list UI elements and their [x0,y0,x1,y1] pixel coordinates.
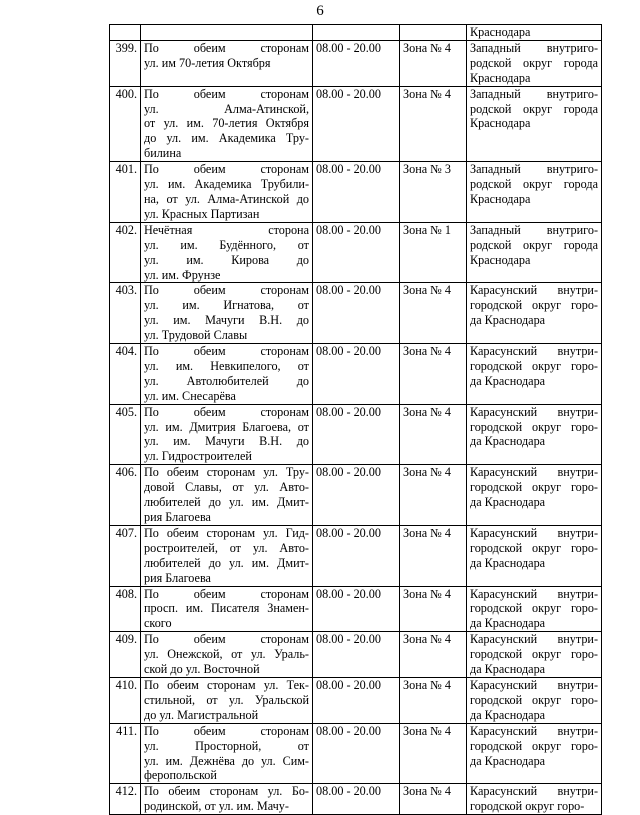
street-line: рия Благоева [144,570,211,585]
street-line: родинской, от ул. им. Мачу- [144,799,289,814]
cell-street [141,465,313,526]
table-row [110,344,602,405]
district-line: Карасунский внутри- [470,404,598,419]
street-line: По обеим сторонам ул. Гид- [144,525,309,540]
cell-time: 08.00 - 20.00 [313,222,400,283]
cell-time: 08.00 - 20.00 [313,40,400,86]
street-line: По обеим сторонам [144,40,309,55]
district-line: городской округ горо- [470,298,598,313]
street-line: ул. им. Дежнёва до ул. Сим- [144,753,309,768]
cell-zone: Зона № 4 [400,586,467,632]
street-line: По обеим сторонам [144,283,309,298]
street-line: ул. им. Мачуги В.Н. до [144,434,309,449]
district-line: да Краснодара [470,373,546,388]
district-line: городской округ горо- [470,738,598,753]
cell-time: 08.00 - 20.00 [313,283,400,344]
district-line: Западный внутриго- [470,162,598,177]
district-line: родской округ города [470,237,598,252]
street-line: ул. Автолюбителей до [144,373,309,388]
street-line: ул. им. Невкипелого, от [144,358,309,373]
street-line: По обеим сторонам [144,632,309,647]
cell-street [141,283,313,344]
street-line: на, от ул. Алма-Атинской до [144,191,309,206]
street-line: ул. им. Мачуги В.Н. до [144,313,309,328]
cell-zone: Зона № 4 [400,40,467,86]
cell-number: 403. [110,283,141,344]
cell-street [141,40,313,86]
street-line: По обеим сторонам [144,404,309,419]
street-line: ул. им. Будённого, от [144,237,309,252]
district-line: городской округ горо- [470,601,598,616]
cell-time: 08.00 - 20.00 [313,723,400,784]
table-row [110,525,602,586]
cell-district [467,784,602,815]
cell-street [141,723,313,784]
cell-time [313,25,400,41]
street-line: Нечётная сторона [144,222,309,237]
street-line: ул. им. Кирова до [144,252,309,267]
street-line: ул. Красных Партизан [144,206,260,221]
cell-zone: Зона № 4 [400,723,467,784]
district-line: городской округ горо- [470,692,598,707]
table-row [110,632,602,678]
cell-number: 404. [110,344,141,405]
street-line: рия Благоева [144,510,211,524]
district-line: да Краснодара [470,616,546,631]
cell-district [467,25,602,41]
cell-number: 411. [110,723,141,784]
cell-number: 408. [110,586,141,632]
cell-district [467,677,602,723]
district-line: Карасунский внутри- [470,344,598,359]
street-line: ул. Гидростроителей [144,449,252,464]
district-line: да Краснодара [470,313,546,328]
cell-number: 407. [110,525,141,586]
table-row [110,404,602,465]
district-line: Карасунский внутри- [470,677,598,692]
street-line: ул. Просторной, от [144,738,309,753]
district-line: Карасунский внутри- [470,525,598,540]
cell-zone: Зона № 4 [400,784,467,815]
street-line: ул. им. Академика Трубили- [144,177,309,192]
cell-zone: Зона № 4 [400,86,467,162]
table-row [110,586,602,632]
cell-time: 08.00 - 20.00 [313,344,400,405]
district-line: городской округ горо- [470,799,585,814]
district-line: городской округ горо- [470,480,598,495]
cell-district [467,222,602,283]
table-row [110,677,602,723]
district-line: Карасунский внутри- [470,283,598,298]
street-line: просп. им. Писателя Знамен- [144,601,309,616]
cell-time: 08.00 - 20.00 [313,632,400,678]
district-line: родской округ города [470,55,598,70]
cell-district [467,162,602,223]
cell-zone: Зона № 4 [400,404,467,465]
street-line: до ул. Магистральной [144,707,259,722]
cell-street [141,404,313,465]
cell-street [141,525,313,586]
district-line: Краснодара [470,116,531,131]
street-line: ул. Алма-Атинской, [144,101,309,116]
district-line: да Краснодара [470,434,546,449]
table-row [110,465,602,526]
cell-street [141,677,313,723]
street-line: ул. Трудовой Славы [144,328,248,343]
cell-street [141,784,313,815]
district-line: городской округ горо- [470,540,598,555]
cell-district [467,40,602,86]
street-line: ского [144,616,172,631]
street-line: По обеим сторонам ул. Тру- [144,465,309,480]
district-line: Краснодара [470,252,531,267]
cell-district [467,586,602,632]
district-line: родской округ города [470,177,598,192]
district-line: Западный внутриго- [470,222,598,237]
cell-district [467,344,602,405]
street-line: По обеим сторонам [144,344,309,359]
street-line: ской до ул. Восточной [144,662,260,677]
table-row [110,283,602,344]
district-line: да Краснодара [470,555,546,570]
street-line: По обеим сторонам [144,86,309,101]
table-row [110,40,602,86]
cell-number: 405. [110,404,141,465]
cell-number: 400. [110,86,141,162]
district-line: Карасунский внутри- [470,723,598,738]
district-line: да Краснодара [470,707,546,722]
district-line: Краснодара [470,25,531,39]
street-line: ул. Онежской, от ул. Ураль- [144,647,309,662]
street-line: феропольской [144,768,217,783]
cell-street [141,344,313,405]
page-number: 6 [316,3,324,19]
cell-district [467,632,602,678]
street-line: довой Славы, от ул. Авто- [144,480,309,495]
district-line: Западный внутриго- [470,86,598,101]
street-line: По обеим сторонам [144,162,309,177]
cell-zone: Зона № 4 [400,344,467,405]
table-row [110,162,602,223]
cell-district [467,525,602,586]
table-row-continuation [110,25,602,41]
cell-number: 399. [110,40,141,86]
street-line: от ул. им. 70-летия Октября [144,116,309,131]
cell-time: 08.00 - 20.00 [313,784,400,815]
cell-street [141,86,313,162]
district-line: родской округ города [470,101,598,116]
street-line: любителей до ул. им. Дмит- [144,495,309,510]
cell-time: 08.00 - 20.00 [313,677,400,723]
district-line: городской округ горо- [470,419,598,434]
cell-time: 08.00 - 20.00 [313,404,400,465]
district-line: Краснодара [470,70,531,85]
district-line: да Краснодара [470,662,546,677]
cell-street [141,632,313,678]
street-line: ул. им. Игнатова, от [144,298,309,313]
cell-time: 08.00 - 20.00 [313,162,400,223]
cell-time: 08.00 - 20.00 [313,525,400,586]
street-line: По обеим сторонам ул. Тек- [144,677,309,692]
district-line: Карасунский внутри- [470,784,598,799]
cell-number [110,25,141,41]
district-line: городской округ горо- [470,647,598,662]
table-row [110,784,602,815]
regulation-table [109,24,602,815]
table-body [110,25,602,815]
district-line: Карасунский внутри- [470,632,598,647]
table-row [110,86,602,162]
district-line: Краснодара [470,191,531,206]
cell-number: 406. [110,465,141,526]
cell-district [467,404,602,465]
cell-time: 08.00 - 20.00 [313,465,400,526]
table-row [110,723,602,784]
cell-zone: Зона № 4 [400,632,467,678]
cell-district [467,283,602,344]
district-line: Западный внутриго- [470,40,598,55]
cell-street [141,222,313,283]
cell-zone: Зона № 4 [400,525,467,586]
street-line: стильной, от ул. Уральской [144,692,309,707]
street-line: ул. им. Фрунзе [144,267,221,282]
cell-number: 402. [110,222,141,283]
street-line: ростроителей, от ул. Авто- [144,540,309,555]
cell-street [141,162,313,223]
street-line: По обеим сторонам [144,723,309,738]
cell-time: 08.00 - 20.00 [313,586,400,632]
cell-zone [400,25,467,41]
street-line: ул. им. Снесарёва [144,388,236,403]
cell-zone: Зона № 4 [400,283,467,344]
district-line: Карасунский внутри- [470,586,598,601]
cell-number: 401. [110,162,141,223]
district-line: да Краснодара [470,495,546,510]
street-line: ул. им 70-летия Октября [144,55,271,70]
street-line: По обеим сторонам ул. Бо- [144,784,309,799]
cell-zone: Зона № 3 [400,162,467,223]
cell-number: 410. [110,677,141,723]
cell-district [467,465,602,526]
cell-number: 409. [110,632,141,678]
district-line: Карасунский внутри- [470,465,598,480]
street-line: любителей до ул. им. Дмит- [144,555,309,570]
district-line: да Краснодара [470,753,546,768]
street-line: ул. им. Дмитрия Благоева, от [144,419,309,434]
cell-zone: Зона № 4 [400,465,467,526]
street-line: до ул. им. Академика Тру- [144,131,309,146]
street-line: билина [144,146,182,161]
cell-zone: Зона № 1 [400,222,467,283]
cell-district [467,723,602,784]
cell-zone: Зона № 4 [400,677,467,723]
cell-time: 08.00 - 20.00 [313,86,400,162]
cell-street [141,586,313,632]
cell-street [141,25,313,41]
cell-number: 412. [110,784,141,815]
district-line: городской округ горо- [470,358,598,373]
table-row [110,222,602,283]
cell-district [467,86,602,162]
street-line: По обеим сторонам [144,586,309,601]
